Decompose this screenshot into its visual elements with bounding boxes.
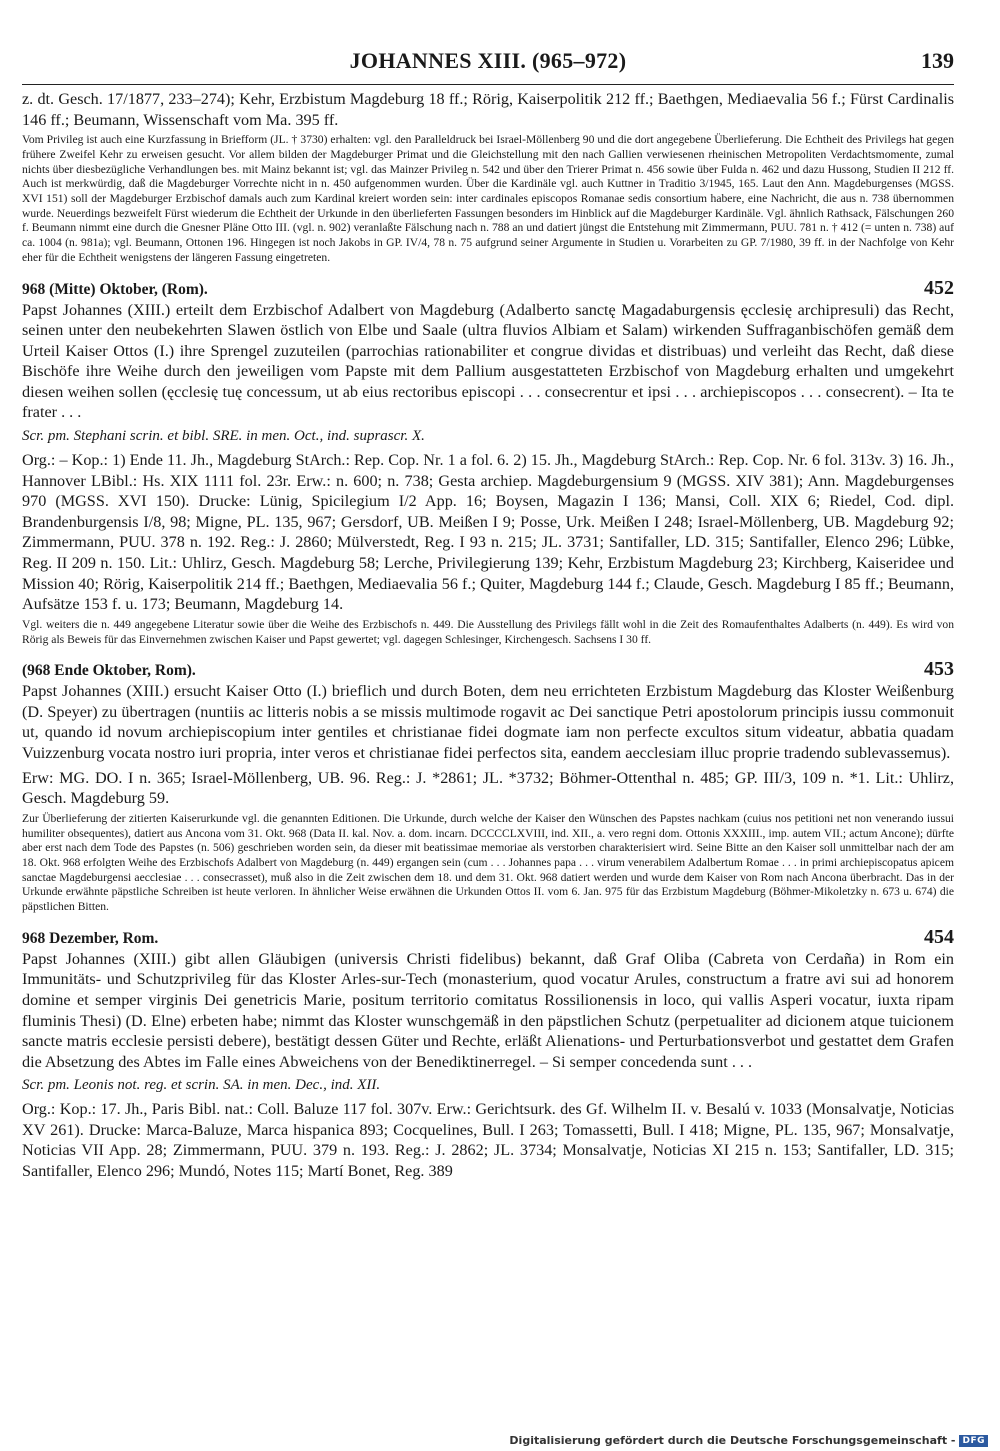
entry-number: 454 [924, 925, 954, 948]
running-title: JOHANNES XIII. (965–972) [349, 48, 627, 73]
entry-signature: Scr. pm. Stephani scrin. et bibl. SRE. in men. Oct., ind. suprascr. X. [22, 428, 425, 445]
regest-entry [22, 926, 954, 1182]
continued-note: Vom Privileg ist auch eine Kurzfassung in Briefform (JL. † 3730) erhalten: vgl. den Paralleldruck bei Israel-Möllenberg 90 und die dort angegebene Überlieferung. Die Echtheit des Privilegs hat gegen frühere Zweifel Kehr zu erweisen gesucht. Vor allem bilden der Magdeburger Primat und die Gleichstellung mit den nach Gallien verwiesenen rheinischen Metropoliten Verdachtsmomente, zumal nichts über diesbezügliche Verhandlungen bes. mit Mainz bekannt ist; vgl. das Mainzer Privileg n. 542 und über den Trierer Primat n. 456 sowie über Fulda n. 462 und dazu Hussong, Studien II 212 ff. Auch ist merkwürdig, daß die Magdeburger Vorrechte nicht in n. 450 aufgenommen wurden. Über die Kardinäle vgl. auch Kuttner in Traditio 3/1945, 165. Laut den Ann. Magdeburgenses (MGSS. XVI 151) soll der Magdeburger Erzbischof damals auch zum Kardinal kreiert worden sein: inter cardinales episcopos Romanae sedis consortium habere, eine Nachricht, die aus n. 738 übernommen wurde. Neuerdings bezweifelt Fürst wiederum die Echtheit der Urkunde in den überlieferten Fassungen besonders im Hinblick auf die Magdeburger Kardinäle. Vgl. ähnlich Rathsack, Fälschungen 260 f. Beumann nimmt eine durch die Gnesner Pläne Otto III. (vgl. n. 902) veranlaßte Fälschung nach n. 788 an und datiert jüngst die Entstehung mit Zimmermann, PUU. 781 n. † 412 (= unten n. 738) auf ca. 1004 (n. 981a); vgl. Beumann, Ottonen 196. Hingegen ist noch Jakobs in GP. IV/4, 78 n. 75 aufgrund seiner Argumente in Studien u. Vorarbeiten zu GP. 7/1980, 39 ff. in der Nachfolge von Kehr eher für die Echtheit wenigstens der längeren Fassung eingetreten. [22, 133, 954, 264]
entry-apparatus: Org.: Kop.: 17. Jh., Paris Bibl. nat.: Coll. Baluze 117 fol. 307v. Erw.: Gerichtsurk. des Gf. Wilhelm II. v. Besalú v. 1033 (Monsalvatje, Noticias XV 261). Drucke: Marca-Baluze, Marca hispanica 893; Cocquelines, Bull. I 263; Tomassetti, Bull. I 418; Migne, PL. 135, 967; Monsalvatje, Noticias VII App. 28; Zimmermann, PUU. 379 n. 193. Reg.: J. 2862; JL. 3734; Monsalvatje, Noticias XI 215 n. 153; Santifaller, LD. 315; Santifaller, Elenco 296; Mundó, Notes 115; Martí Bonet, Reg. 389 [22, 1100, 954, 1181]
entry-signature: Scr. pm. Leonis not. reg. et scrin. SA. in men. Dec., ind. XII. [22, 1077, 381, 1094]
regest-entry [22, 658, 954, 914]
digitization-footer [509, 1434, 988, 1447]
entry-note: Zur Überlieferung der zitierten Kaiserurkunde vgl. die genannten Editionen. Die Urkunde, durch welche der Kaiser den Wünschen des Papstes nachkam (cuius nos petitioni net non venerando iussui humiliter obsequentes), datiert aus Ancona vom 31. Okt. 968 (Data II. kal. Nov. a. dom. incarn. DCCCCLXVIII, ind. XII., a. vero regni dom. Ottonis XXXIII., imp. autem VII.; actum Ancone); dürfte aber erst nach dem Tode des Papstes (n. 506) geschrieben worden sein, da dieser mit beatissimae memoriae als verstorben charakterisiert wird. Seine Bitte an den Kaiser soll unmittelbar nach der am 18. Okt. 968 erfolgten Weihe des Erzbischofs Adalbert von Magdeburg (n. 449) ergangen sein (cum . . . Johannes papa . . . virum venerabilem Adalbertum Romae . . . in primi archiepiscopatus apicem sanctae Magdeburgensi aecclesiae . . . consecrasset), muß also in die Zeit zwischen dem 18. und dem 31. Okt. 968 datiert werden und wurde dem Kaiser von Rom nach Ancona überbracht. Das in der Urkunde erwähnte päpstliche Schreiben ist heute verloren. In ähnlicher Weise erwähnen die Urkunden Ottos II. vom 6. Jan. 975 für das Erzbistum Magdeburg (Böhmer-Mikoletzky n. 673 u. 674) die päpstlichen Bitten. [22, 811, 954, 914]
entry-apparatus: Erw: MG. DO. I n. 365; Israel-Möllenberg, UB. 96. Reg.: J. *2861; JL. *3732; Böhmer-Ottenthal n. 485; GP. III/3, 109 n. *1. Lit.: Uhlirz, Gesch. Magdeburg 59. [22, 768, 954, 808]
entry-text: Papst Johannes (XIII.) erteilt dem Erzbischof Adalbert von Magdeburg (Adalberto sanctę Magadaburgensis ęcclesię archipresuli) das Recht, seinen unter den neubekehrten Slawen östlich von Elbe und Saale (ultra fluvios Albiam et Salam) wirkenden Suffraganbischöfen gemäß dem Urteil Kaiser Ottos (I.) ihre Sprengel zuzuteilen (parrochias rationabiliter et congrue dividas et distribuas) und verleiht das Recht, daß diese Bischöfe ihre Weihe durch den jeweiligen vom Papste mit dem Pallium ausgestatteten Erzbischof von Magdeburg erhalten und umgekehrt diesen weihen sollen (ęcclesię tuę concessum, ut ab eius rectoribus episcopi . . . consecrentur et ipsi . . . archiepiscopos . . . consecrent). – Ita te frater . . . [22, 300, 954, 422]
page [22, 40, 954, 1182]
entry-date: 968 Dezember, Rom. [22, 929, 159, 947]
entry-text: Papst Johannes (XIII.) ersucht Kaiser Otto (I.) brieflich und durch Boten, dem neu errichteten Erzbistum Magdeburg das Kloster Weißenburg (D. Speyer) zu übertragen (nuntiis ac litteris nobis a se missis multimode rogavit ac Dei sanctique Petri apostolorum principis iussu commonuit ut, quando id novum archiepiscopium inter gentiles et christianae fidei dogmate iam non perfecte excultos situm videatur, abbatia quadam Vuizzenburg vocata nostro iuri propria, inter veros et christianae fidei perfectos sita, eandem aecclesiam illuc proprie tradendo sublevassemus). [22, 682, 954, 763]
dfg-logo: DFG [959, 1435, 988, 1447]
continued-literature: z. dt. Gesch. 17/1877, 233–274); Kehr, Erzbistum Magdeburg 18 ff.; Rörig, Kaiserpolitik 212 ff.; Baethgen, Mediaevalia 56 f.; Fürst Cardinalis 146 ff.; Beumann, Wissenschaft vom Ma. 395 ff. [22, 90, 954, 129]
entry-note: Vgl. weiters die n. 449 angegebene Literatur sowie über die Weihe des Erzbischofs n. 449. Die Ausstellung des Privilegs fällt wohl in die Zeit des Romaufenthaltes Adalberts (n. 449). Es wird von Rörig als Beweis für das Einvernehmen zwischen Kaiser und Papst gewertet; vgl. dagegen Schlesinger, Kirchengesch. Sachsens I 30 ff. [22, 617, 954, 646]
footer-credit: Digitalisierung gefördert durch die Deutsche Forschungsgemeinschaft - [509, 1434, 956, 1447]
entry-date: 968 (Mitte) Oktober, (Rom). [22, 280, 208, 298]
entry-text: Papst Johannes (XIII.) gibt allen Gläubigen (universis Christi fidelibus) bekannt, daß Graf Oliba (Cabreta von Cerdaña) in Rom ein Immunitäts- und Schutzprivileg für das Kloster Arles-sur-Tech (monasterium, quod vocatur Arules, constructum a fratre avi sui ad honorem domine et semper virginis Dei genetricis Marie, positum territorio comitatus Rossilionensis in loco, qui vallis Asperi vocatur, iuxta ripam fluminis Thesi) (D. Elne) erbeten habe; nimmt das Kloster wunschgemäß in den päpstlichen Schutz (perpetualiter ad dicionem atque tuicionem sancte matris ecclesie persisti debere), bestätigt dessen Güter und Rechte, erläßt Alienations- und Perturbationsverbot und gestattet dem Grafen die Absetzung des Abtes im Falle eines Abweichens von der Benediktinerregel. – Si semper concedenda sunt . . . [22, 949, 954, 1071]
entry-heading [22, 926, 954, 949]
entry-heading [22, 277, 954, 300]
entry-number: 453 [924, 658, 954, 681]
entry-date: (968 Ende Oktober, Rom). [22, 662, 196, 680]
running-header [22, 40, 954, 85]
entry-number: 452 [924, 276, 954, 299]
page-number: 139 [921, 48, 954, 73]
entry-heading [22, 658, 954, 681]
entry-apparatus: Org.: – Kop.: 1) Ende 11. Jh., Magdeburg StArch.: Rep. Cop. Nr. 1 a fol. 6. 2) 15. Jh., Magdeburg StArch.: Rep. Cop. Nr. 6 fol. 313v. 3) 16. Jh., Hannover LBibl.: Hs. XIX 1111 fol. 23r. Erw.: n. 600; n. 738; Gesta archiep. Magdeburgensium 9 (MGSS. XIV 381); Ann. Magdeburgenses 970 (MGSS. XVI 150). Drucke: Lünig, Spicilegium I/2 App. 16; Boysen, Magazin I 136; Mansi, Coll. XIX 6; Riedel, Cod. dipl. Brandenburgensis I/8, 98; Migne, PL. 135, 967; Gersdorf, UB. Meißen I 9; Posse, Urk. Meißen I 248; Israel-Möllenberg, UB. Magdeburg 92; Zimmermann, PUU. 378 n. 192. Reg.: J. 2860; Mülverstedt, Reg. I 93 n. 215; JL. 3731; Santifaller, LD. 315; Santifaller, Elenco 296; Lübke, Reg. II 209 n. 150. Lit.: Uhlirz, Gesch. Magdeburg 58; Lerche, Privilegierung 139; Kehr, Erzbistum Magdeburg 23; Kirchberg, Kaiseridee und Mission 40; Rörig, Kaiserpolitik 214 ff.; Baethgen, Mediaevalia 56 f.; Quiter, Magdeburg 144 f.; Claude, Gesch. Magdeburg I 85 ff.; Beumann, Aufsätze 153 f. u. 173; Beumann, Magdeburg 14. [22, 451, 954, 614]
regest-entry [22, 277, 954, 648]
